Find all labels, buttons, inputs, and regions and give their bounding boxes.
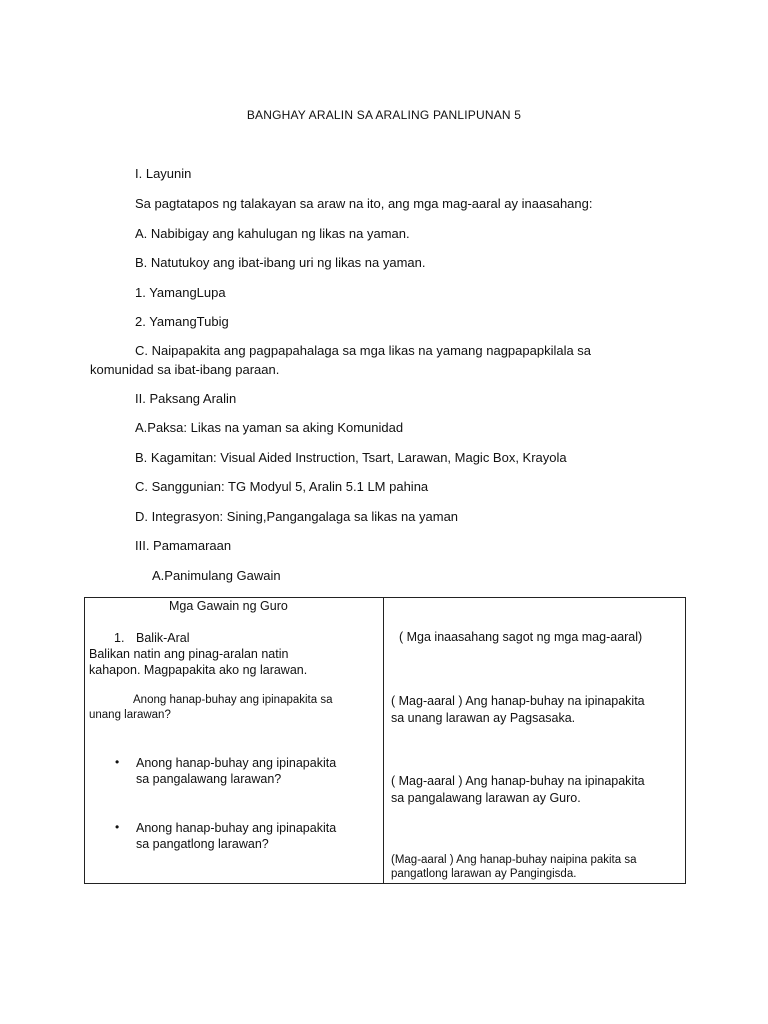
- answer-2-line-2: sa pangalawang larawan ay Guro.: [391, 791, 581, 805]
- answer-1-line-1: ( Mag-aaral ) Ang hanap-buhay na ipinapakita: [391, 694, 645, 708]
- question-2-line-1: Anong hanap-buhay ang ipinapakita: [136, 756, 337, 770]
- panimulang-gawain: A.Panimulang Gawain: [152, 568, 281, 583]
- objective-b-item-2: 2. YamangTubig: [135, 314, 229, 329]
- objective-a: A. Nabibigay ang kahulugan ng likas na yaman.: [135, 226, 410, 241]
- balik-aral-line-1: Balikan natin ang pinag-aralan natin: [89, 647, 289, 661]
- answer-2-line-1: ( Mag-aaral ) Ang hanap-buhay na ipinapakita: [391, 774, 645, 788]
- objective-c-line-2: komunidad sa ibat-ibang paraan.: [90, 362, 280, 377]
- question-1-line-1: Anong hanap-buhay ang ipinapakita sa: [133, 694, 333, 706]
- item-number: 1.: [114, 631, 125, 645]
- sanggunian-line: C. Sanggunian: TG Modyul 5, Aralin 5.1 LM pahina: [135, 479, 429, 494]
- balik-aral-label: Balik-Aral: [136, 631, 190, 645]
- intro-text: Sa pagtatapos ng talakayan sa araw na ito, ang mga mag-aaral ay inaasahang:: [135, 196, 593, 211]
- objective-c-line-1: C. Naipapakita ang pagpapahalaga sa mga likas na yamang nagpapapkilala sa: [135, 343, 592, 358]
- integrasyon-line: D. Integrasyon: Sining,Pangangalaga sa likas na yaman: [135, 509, 459, 524]
- document-title: BANGHAY ARALIN SA ARALING PANLIPUNAN 5: [246, 108, 522, 122]
- question-2-line-2: sa pangalawang larawan?: [136, 772, 282, 786]
- section-paksang-aralin: II. Paksang Aralin: [135, 391, 237, 406]
- section-layunin: I. Layunin: [135, 166, 192, 181]
- question-1-line-2: unang larawan?: [89, 709, 171, 721]
- bullet-icon: •: [115, 755, 120, 769]
- answer-3-line-2: pangatlong larawan ay Pangingisda.: [391, 868, 577, 880]
- column-divider: [383, 598, 384, 883]
- answer-1-line-2: sa unang larawan ay Pagsasaka.: [391, 711, 576, 725]
- activities-table: [84, 597, 686, 884]
- answer-3-line-1: (Mag-aaral ) Ang hanap-buhay naipina pakita sa: [391, 854, 637, 866]
- objective-b-item-1: 1. YamangLupa: [135, 285, 226, 300]
- paksa-line: A.Paksa: Likas na yaman sa aking Komunidad: [135, 420, 404, 435]
- kagamitan-line: B. Kagamitan: Visual Aided Instruction, Tsart, Larawan, Magic Box, Krayola: [135, 450, 567, 465]
- left-column-header: Mga Gawain ng Guro: [169, 599, 288, 613]
- bullet-icon: •: [115, 820, 120, 834]
- objective-b: B. Natutukoy ang ibat-ibang uri ng likas na yaman.: [135, 255, 426, 270]
- question-3-line-2: sa pangatlong larawan?: [136, 837, 269, 851]
- right-column-header: ( Mga inaasahang sagot ng mga mag-aaral): [399, 630, 643, 644]
- question-3-line-1: Anong hanap-buhay ang ipinapakita: [136, 821, 337, 835]
- balik-aral-line-2: kahapon. Magpapakita ako ng larawan.: [89, 663, 308, 677]
- section-pamamaraan: III. Pamamaraan: [135, 538, 232, 553]
